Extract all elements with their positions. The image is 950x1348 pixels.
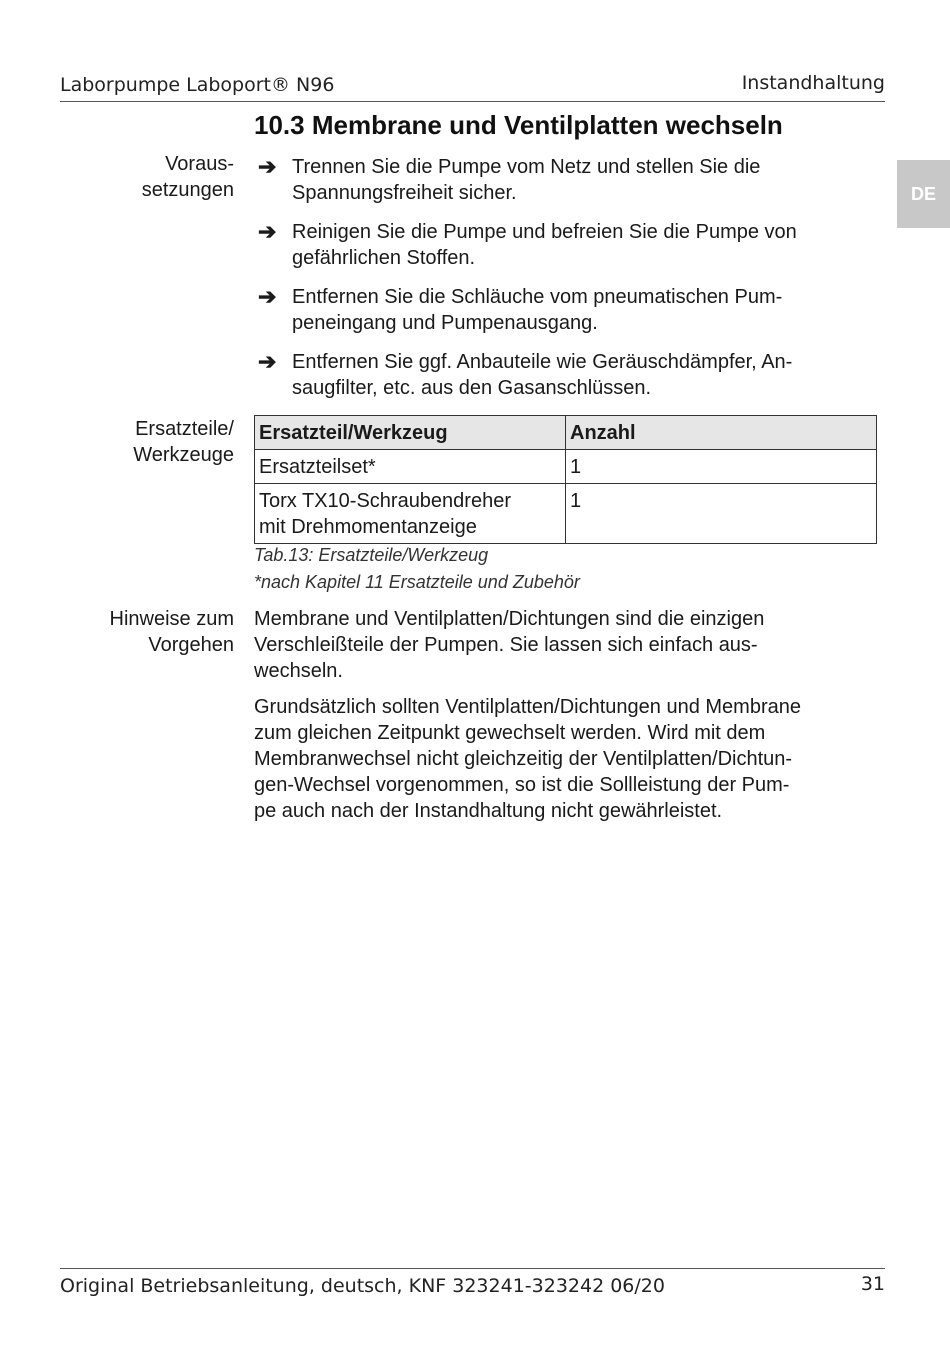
paragraph-line: wechseln.	[254, 660, 343, 682]
section-title: 10.3 Membrane und Ventilplatten wechseln	[254, 110, 783, 140]
arrow-right-icon: ➔	[258, 154, 277, 179]
prerequisites-label-line1: Voraus-	[165, 153, 234, 175]
table-caption: Tab.13: Ersatzteile/Werkzeug	[254, 545, 489, 565]
prerequisite-text-line1: Entfernen Sie die Schläuche vom pneumatischen Pum-	[292, 286, 783, 308]
table-cell-item	[255, 450, 566, 484]
table-header-item: Ersatzteil/Werkzeug	[255, 416, 566, 450]
prerequisite-text-line1: Entfernen Sie ggf. Anbauteile wie Geräuschdämpfer, An-	[292, 351, 793, 373]
table-header-quantity: Anzahl	[566, 416, 877, 450]
parts-label	[133, 416, 234, 468]
table-cell-quantity: 1	[566, 450, 877, 484]
prerequisite-item	[258, 154, 883, 206]
table-cell-item-line2: mit Drehmomentanzeige	[259, 516, 477, 538]
page-header	[60, 70, 885, 102]
prerequisites-list	[258, 154, 883, 414]
table-footnote: *nach Kapitel 11 Ersatzteile und Zubehör	[254, 572, 580, 592]
footer-document-info: Original Betriebsanleitung, deutsch, KNF 323241-323242 06/20	[60, 1275, 665, 1297]
notes-label-line2: Vorgehen	[148, 634, 234, 656]
page-footer	[60, 1268, 885, 1297]
table-row	[255, 450, 877, 484]
parts-label-line1: Ersatzteile/	[135, 418, 234, 440]
parts-label-line2: Werkzeuge	[133, 444, 234, 466]
paragraph-line: zum gleichen Zeitpunkt gewechselt werden. Wird mit dem	[254, 722, 766, 744]
table-cell-item-line1: Ersatzteilset*	[259, 456, 376, 478]
table-header-row	[255, 416, 877, 450]
prerequisite-text-line1: Trennen Sie die Pumpe vom Netz und stellen Sie die	[292, 156, 761, 178]
prerequisite-item	[258, 349, 883, 401]
prerequisite-text-line1: Reinigen Sie die Pumpe und befreien Sie die Pumpe von	[292, 221, 797, 243]
language-tab: DE	[897, 160, 950, 228]
prerequisite-item	[258, 284, 883, 336]
header-chapter-name: Instandhaltung	[741, 72, 885, 94]
arrow-right-icon: ➔	[258, 284, 277, 309]
table-row	[255, 484, 877, 544]
arrow-right-icon: ➔	[258, 219, 277, 244]
notes-label	[110, 606, 234, 658]
paragraph-line: pe auch nach der Instandhaltung nicht gewährleistet.	[254, 800, 723, 822]
page-number: 31	[860, 1273, 885, 1295]
table-cell-item-line1: Torx TX10-Schraubendreher	[259, 490, 511, 512]
paragraph-line: gen-Wechsel vorgenommen, so ist die Sollleistung der Pum-	[254, 774, 790, 796]
prerequisite-text-line2: gefährlichen Stoffen.	[292, 247, 476, 269]
prerequisites-label-line2: setzungen	[141, 179, 234, 201]
notes-paragraph-2	[254, 694, 884, 824]
paragraph-line: Verschleißteile der Pumpen. Sie lassen sich einfach aus-	[254, 634, 758, 656]
prerequisite-text-line2: saugfilter, etc. aus den Gasanschlüssen.	[292, 377, 652, 399]
paragraph-line: Membranwechsel nicht gleichzeitig der Ventilplatten/Dichtun-	[254, 748, 793, 770]
notes-label-line1: Hinweise zum	[109, 608, 234, 630]
paragraph-line: Membrane und Ventilplatten/Dichtungen sind die einzigen	[254, 608, 765, 630]
paragraph-line: Grundsätzlich sollten Ventilplatten/Dichtungen und Membrane	[254, 696, 801, 718]
parts-table	[254, 415, 877, 544]
prerequisites-label	[142, 151, 234, 203]
table-cell-item	[255, 484, 566, 544]
prerequisite-item	[258, 219, 883, 271]
notes-paragraph-1	[254, 606, 884, 684]
header-product-name: Laborpumpe Laboport® N96	[60, 74, 335, 96]
arrow-right-icon: ➔	[258, 349, 277, 374]
table-cell-quantity: 1	[566, 484, 877, 544]
prerequisite-text-line2: peneingang und Pumpenausgang.	[292, 312, 598, 334]
prerequisite-text-line2: Spannungsfreiheit sicher.	[292, 182, 517, 204]
